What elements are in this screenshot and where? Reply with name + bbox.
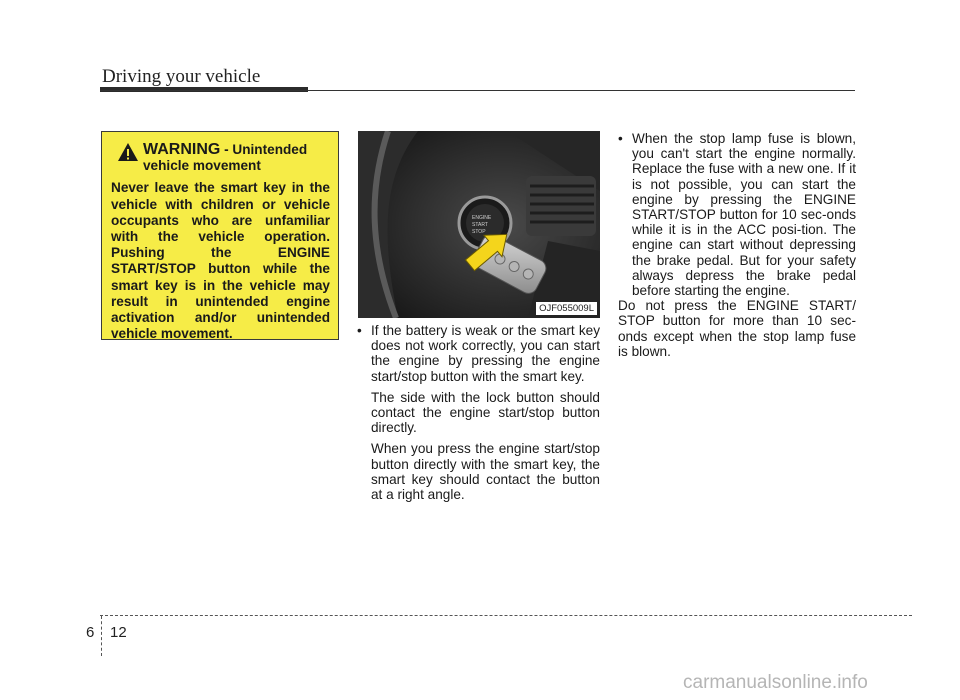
footer-divider: [101, 616, 102, 656]
paragraph-right-angle: When you press the engine start/stop button directly with the smart key, the smart key should contact the button at a right angle.: [371, 441, 600, 503]
warning-box: [101, 131, 339, 340]
figure-code: OJF055009L: [536, 302, 597, 315]
warning-triangle-icon: [117, 142, 139, 162]
chapter-number: 6: [86, 624, 95, 641]
bullet-icon: •: [618, 131, 623, 146]
svg-text:START: START: [472, 222, 488, 228]
svg-text:ENGINE: ENGINE: [472, 215, 492, 221]
list-item: [357, 323, 600, 384]
paragraph-lock-side: The side with the lock button should contact the engine start/stop button directly.: [371, 389, 600, 436]
warning-subtitle: - Unintended vehicle movement: [143, 142, 308, 174]
bullet-text: If the battery is weak or the smart key does not work correctly, you can start the engine by pressing the engine start/stop button with the smart key.: [371, 323, 600, 384]
bullet-text: When the stop lamp fuse is blown, you can't start the engine normally. Replace the fuse with a new one. If it is not possible, you can start the engine by pressing the ENGINE START/STOP button for 10 sec-onds while it is in the ACC posi-tion. The engine can start without depressing the brake pedal. But for your safety always depress the brake pedal before starting the engine.: [632, 131, 856, 299]
figure-start-button-photo: [358, 131, 600, 318]
warning-header: [111, 142, 330, 174]
page-number: 12: [110, 624, 127, 641]
page-header-title: Driving your vehicle: [102, 66, 261, 87]
column-middle: [357, 323, 600, 502]
paragraph-press-duration: Do not press the ENGINE START/ STOP button for more than 10 sec-onds except when the stop lamp fuse is blown.: [618, 298, 856, 359]
warning-text: Never leave the smart key in the vehicle with children or vehicle occupants who are unfamiliar with the vehicle operation. Pushing the ENGINE START/STOP button while the smart key is in the vehicle may result in unintended engine activation and/or unintended vehicle movement.: [111, 180, 330, 342]
header-rule: [100, 90, 855, 91]
bullet-icon: •: [357, 323, 362, 338]
list-item: [618, 131, 856, 298]
column-right: [618, 131, 856, 359]
svg-text:STOP: STOP: [472, 229, 486, 235]
warning-label: WARNING: [143, 141, 221, 158]
footer-rule: [100, 615, 912, 616]
watermark: carmanualsonline.info: [683, 672, 868, 693]
smart-key-illustration: [358, 131, 600, 318]
